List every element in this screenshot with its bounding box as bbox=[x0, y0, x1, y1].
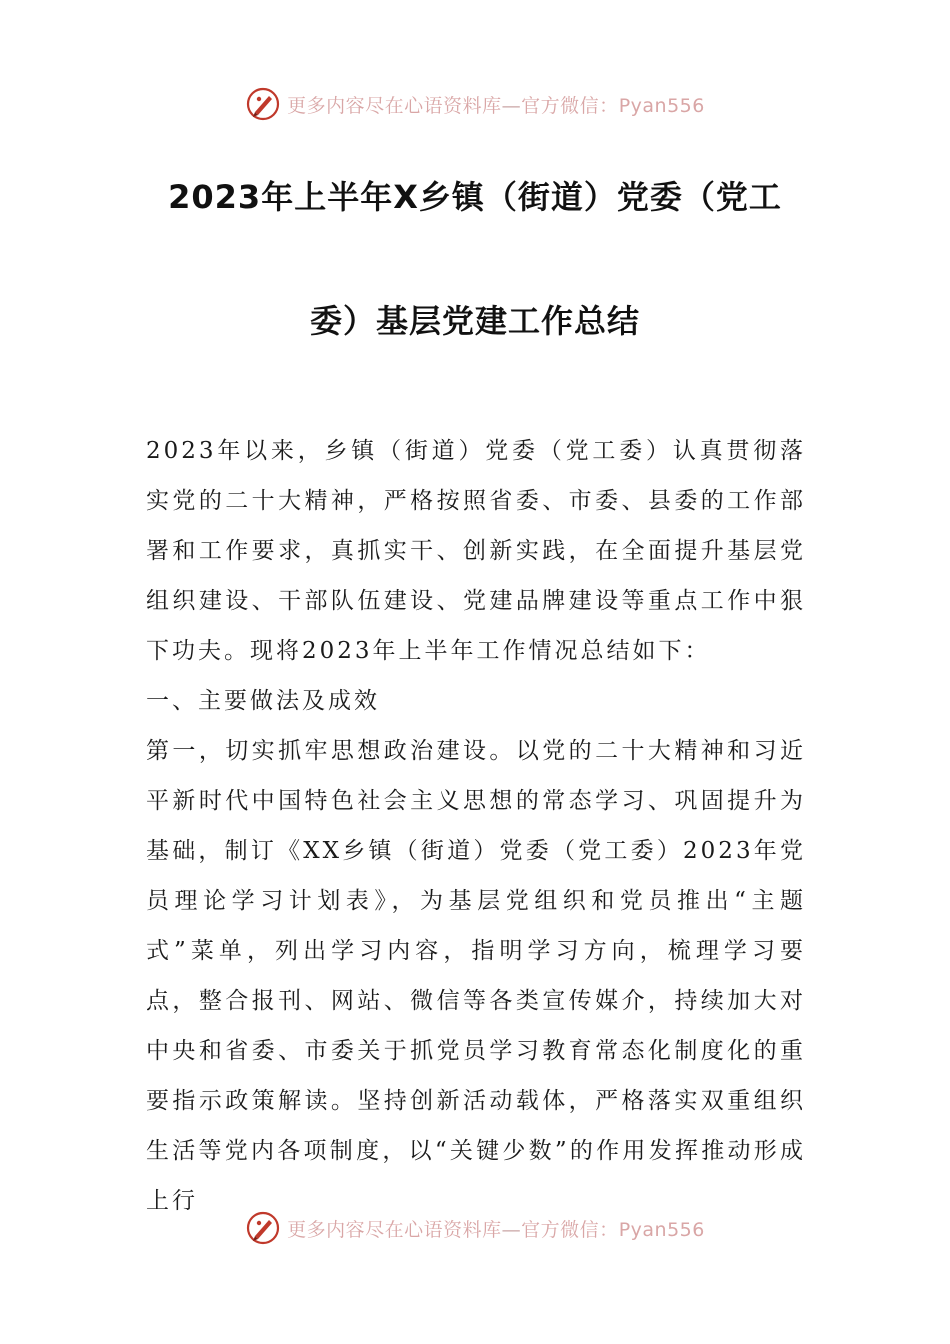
body-paragraph-first-point: 第一，切实抓牢思想政治建设。以党的二十大精神和习近平新时代中国特色社会主义思想的常态学习、巩固提升为基础，制订《XX乡镇（街道）党委（党工委）2023年党员理论学习计划表》，为基层党组织和党员推出“主题式”菜单，列出学习内容，指明学习方向，梳理学习要点，整合报刊、网站、微信等各类宣传媒介，持续加大对中央和省委、市委关于抓党员学习教育常态化制度化的重要指示政策解读。坚持创新活动载体，严格落实双重组织生活等党内各项制度，以“关键少数”的作用发挥推动形成上行 bbox=[146, 738, 806, 1214]
document-body bbox=[146, 426, 806, 1226]
watermark-label: 官方微信： bbox=[521, 1218, 619, 1241]
watermark-text bbox=[287, 91, 705, 118]
watermark-separator: — bbox=[501, 1218, 522, 1241]
pen-logo-icon bbox=[245, 1210, 281, 1246]
pen-logo-icon bbox=[245, 86, 281, 122]
document-title-line-1: 2023年上半年X乡镇（街道）党委（党工 bbox=[168, 178, 782, 216]
watermark-banner-bottom bbox=[0, 1206, 950, 1250]
section-heading: 一、主要做法及成效 bbox=[146, 688, 380, 714]
watermark-wechat-id: Pyan556 bbox=[618, 94, 705, 117]
watermark-banner-top bbox=[0, 82, 950, 126]
document-title-line-2: 委）基层党建工作总结 bbox=[309, 302, 640, 340]
watermark-brand: 更多内容尽在心语资料库 bbox=[287, 1218, 502, 1241]
watermark-label: 官方微信： bbox=[521, 94, 619, 117]
body-paragraph-intro: 2023年以来，乡镇（街道）党委（党工委）认真贯彻落实党的二十大精神，严格按照省委、市委、县委的工作部署和工作要求，真抓实干、创新实践，在全面提升基层党组织建设、干部队伍建设、党建品牌建设等重点工作中狠下功夫。现将2023年上半年工作情况总结如下： bbox=[146, 438, 806, 664]
watermark-text bbox=[287, 1215, 705, 1242]
watermark-brand: 更多内容尽在心语资料库 bbox=[287, 94, 502, 117]
watermark-wechat-id: Pyan556 bbox=[618, 1218, 705, 1241]
watermark-separator: — bbox=[501, 94, 522, 117]
